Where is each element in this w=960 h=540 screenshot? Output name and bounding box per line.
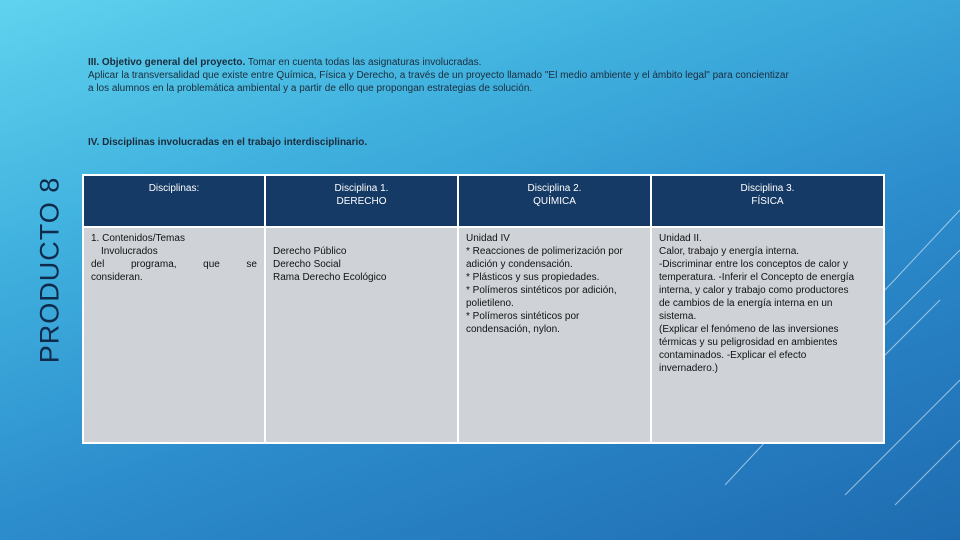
cell-quimica: Unidad IV * Reacciones de polimerización por adición y condensación. * Plásticos y sus propiedades. * Polímeros sintéticos por adición, polietileno. * Polímeros sintéticos por condensación, nylon. [458, 227, 651, 443]
objective-line-3: a los alumnos en la problemática ambiental y a partir de ello que propongan estrategias de solución. [88, 83, 533, 94]
header-quimica: Disciplina 2. QUÍMICA [458, 175, 651, 227]
objective-section [88, 56, 878, 95]
header-fisica: Disciplina 3. FÍSICA [651, 175, 884, 227]
disciplines-table [82, 174, 885, 444]
row-label-contenidos: 1. Contenidos/Temas Involucrados del programa, que se consideran. [83, 227, 265, 443]
objective-heading: III. Objetivo general del proyecto. [88, 57, 246, 68]
objective-line-2: Aplicar la transversalidad que existe entre Química, Física y Derecho, a través de un proyecto llamado "El medio ambiente y el ámbito legal" para concientizar [88, 70, 789, 81]
header-disciplinas: Disciplinas: [83, 175, 265, 227]
table-header-row [83, 175, 884, 227]
header-derecho: Disciplina 1. DERECHO [265, 175, 458, 227]
cell-derecho: Derecho Público Derecho Social Rama Derecho Ecológico [265, 227, 458, 443]
table-row [83, 227, 884, 443]
cell-fisica: Unidad II. Calor, trabajo y energía interna. -Discriminar entre los conceptos de calor y temperatura. -Inferir el Concepto de energía interna, y calor y trabajo como productores de cambios de la energía interna en un sistema. (Explicar el fenómeno de las inversiones térmicas y su peligrosidad en ambientes contaminados. -Explicar el efecto invernadero.) [651, 227, 884, 443]
objective-text: Tomar en cuenta todas las asignaturas involucradas. [247, 57, 482, 68]
side-title: PRODUCTO 8 [34, 176, 65, 364]
disciplines-heading: IV. Disciplinas involucradas en el trabajo interdisciplinario. [88, 137, 368, 148]
